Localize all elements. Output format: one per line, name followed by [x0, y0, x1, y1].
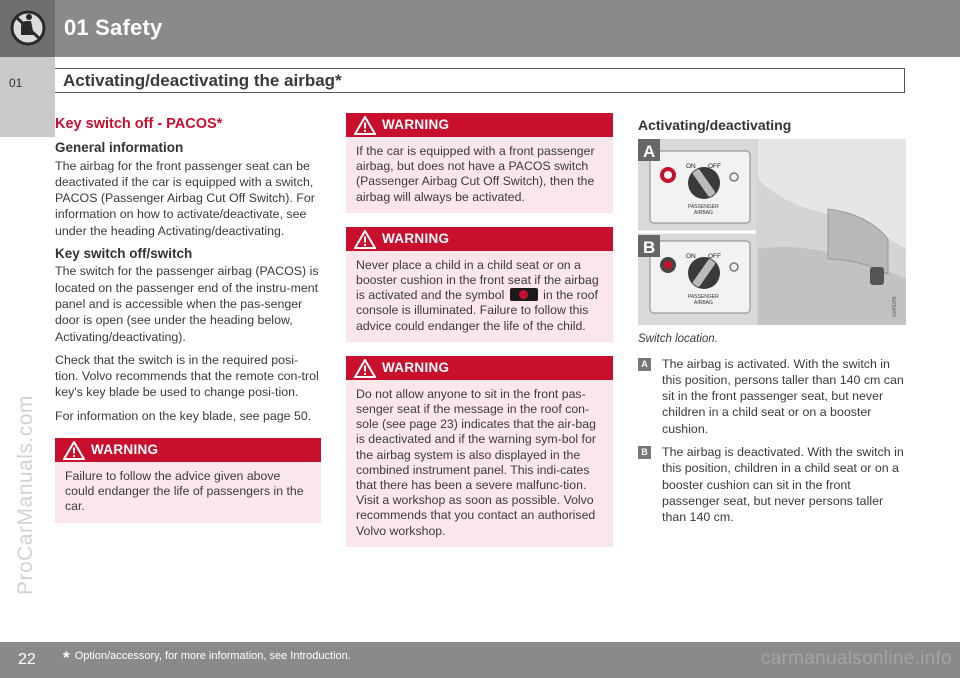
switch-off-label-b: OFF [708, 253, 721, 261]
key-blade-paragraph: For information on the key blade, see page 50. [55, 408, 312, 423]
warning-triangle-icon [63, 441, 85, 460]
footer-watermark: carmanualsonline.info [760, 648, 952, 669]
general-info-heading: General information [55, 140, 184, 156]
chapter-side-tab [0, 57, 55, 137]
item-text-a: The airbag is activated. With the switch in this position, persons taller than 140 cm can sit in the front passenger seat, but never children in a child seat or on a booster cushion. [662, 356, 904, 436]
warning-header [346, 227, 613, 251]
warning-title: WARNING [382, 117, 450, 132]
figure-label-b: B [643, 238, 656, 258]
side-watermark: ProCarManuals.com [14, 395, 37, 595]
warning-text-part-b: in the roof console is illuminated. Failure to follow this advice could endanger the life of the child. [356, 288, 598, 333]
warning-triangle-icon [354, 359, 376, 378]
key-switch-paragraph: The switch for the passenger airbag (PACOS) is located on the passenger end of the instru-ment panel and is accessible when the pas-senger door is open (see under the heading below, Activating/deactivating). [55, 264, 319, 344]
pacos-heading: Key switch off - PACOS* [55, 116, 223, 132]
activating-heading: Activating/deactivating [638, 117, 792, 133]
warning-text: If the car is equipped with a front passenger airbag, but does not have a PACOS switch (Passenger Airbag Cut Off Switch), then the airbag will always be activated. [356, 144, 595, 204]
switch-off-label-a: OFF [708, 163, 721, 171]
footnote-text: Option/accessory, for more information, see Introduction. [74, 650, 351, 662]
warning-header [346, 113, 613, 137]
warning-box [346, 356, 613, 547]
footer-page-box [0, 642, 55, 678]
warning-text [346, 251, 613, 342]
figure-caption: Switch location. [638, 333, 718, 346]
warning-box [346, 113, 613, 213]
warning-title: WARNING [91, 442, 159, 458]
key-switch-heading: Key switch off/switch [55, 246, 193, 262]
switch-on-label-a: ON [686, 163, 696, 171]
page-footer [0, 642, 960, 678]
warning-text: Failure to follow the advice given above could endanger the life of passengers in the car. [65, 469, 304, 514]
no-child-seat-icon [9, 7, 47, 49]
warning-box [346, 227, 613, 342]
switch-text-2-a: AIRBAG [694, 210, 713, 217]
check-switch-paragraph: Check that the switch is in the required posi-tion. Volvo recommends that the remote con-trol key's key blade be used to change posi-tion. [55, 352, 319, 400]
footnote [63, 648, 351, 668]
warning-triangle-icon [354, 116, 376, 135]
section-title-bar [55, 68, 905, 93]
right-column [638, 113, 907, 533]
switch-text-1-a: PASSENGER [688, 204, 719, 211]
switch-on-label-b: ON [686, 253, 696, 261]
warning-title: WARNING [382, 230, 450, 246]
item-badge-b: B [638, 446, 651, 459]
side-tab-label: 01 [9, 76, 23, 90]
list-item [638, 444, 907, 525]
switch-location-figure [638, 139, 906, 325]
switch-location-illustration [638, 139, 906, 325]
airbag-off-symbol-icon [510, 288, 538, 301]
switch-text-2-b: AIRBAG [694, 300, 713, 307]
warning-box [55, 438, 321, 523]
left-column [55, 113, 321, 537]
chapter-icon-box [0, 0, 55, 57]
item-badge-a: A [638, 358, 651, 371]
warning-header [55, 438, 321, 462]
warning-title: WARNING [382, 359, 450, 375]
warning-text: Do not allow anyone to sit in the front pas-senger seat if the message in the roof con-sole (see page 23) indicates that the air-bag is deactivated and if the warning sym-bol for the airbag system is also displayed in the combined instrument panel. This indi-cates that there has been a severe malfunc-tion. Visit a workshop as soon as possible. Volvo recommends that you contact an authorised Volvo workshop. [356, 386, 596, 538]
figure-code: G045345 [892, 296, 898, 318]
footnote-star: * [63, 648, 70, 667]
warning-text-part-a: Never place a child in a child seat or on a booster cushion in the front seat if the airbag is activated and the symbol [356, 257, 599, 303]
warning-triangle-icon [354, 230, 376, 249]
section-title: Activating/deactivating the airbag* [63, 71, 342, 90]
chapter-header [0, 0, 960, 57]
figure-label-a: A [643, 142, 656, 162]
warning-header [346, 356, 613, 380]
switch-text-1-b: PASSENGER [688, 294, 719, 301]
general-info-paragraph: The airbag for the front passenger seat can be deactivated if the car is equipped with a switch, PACOS (Passenger Airbag Cut Off Switch). For information on how to activate/deactivate, see under the heading Activating/deactivating. [55, 158, 315, 238]
item-text-b: The airbag is deactivated. With the switch in this position, children in a child seat or on a booster cushion can sit in the front passenger seat, but never persons taller than 140 cm. [662, 445, 904, 525]
middle-column [346, 113, 613, 561]
page-number: 22 [18, 651, 36, 668]
chapter-title: 01 Safety [64, 15, 163, 40]
list-item [638, 356, 907, 437]
